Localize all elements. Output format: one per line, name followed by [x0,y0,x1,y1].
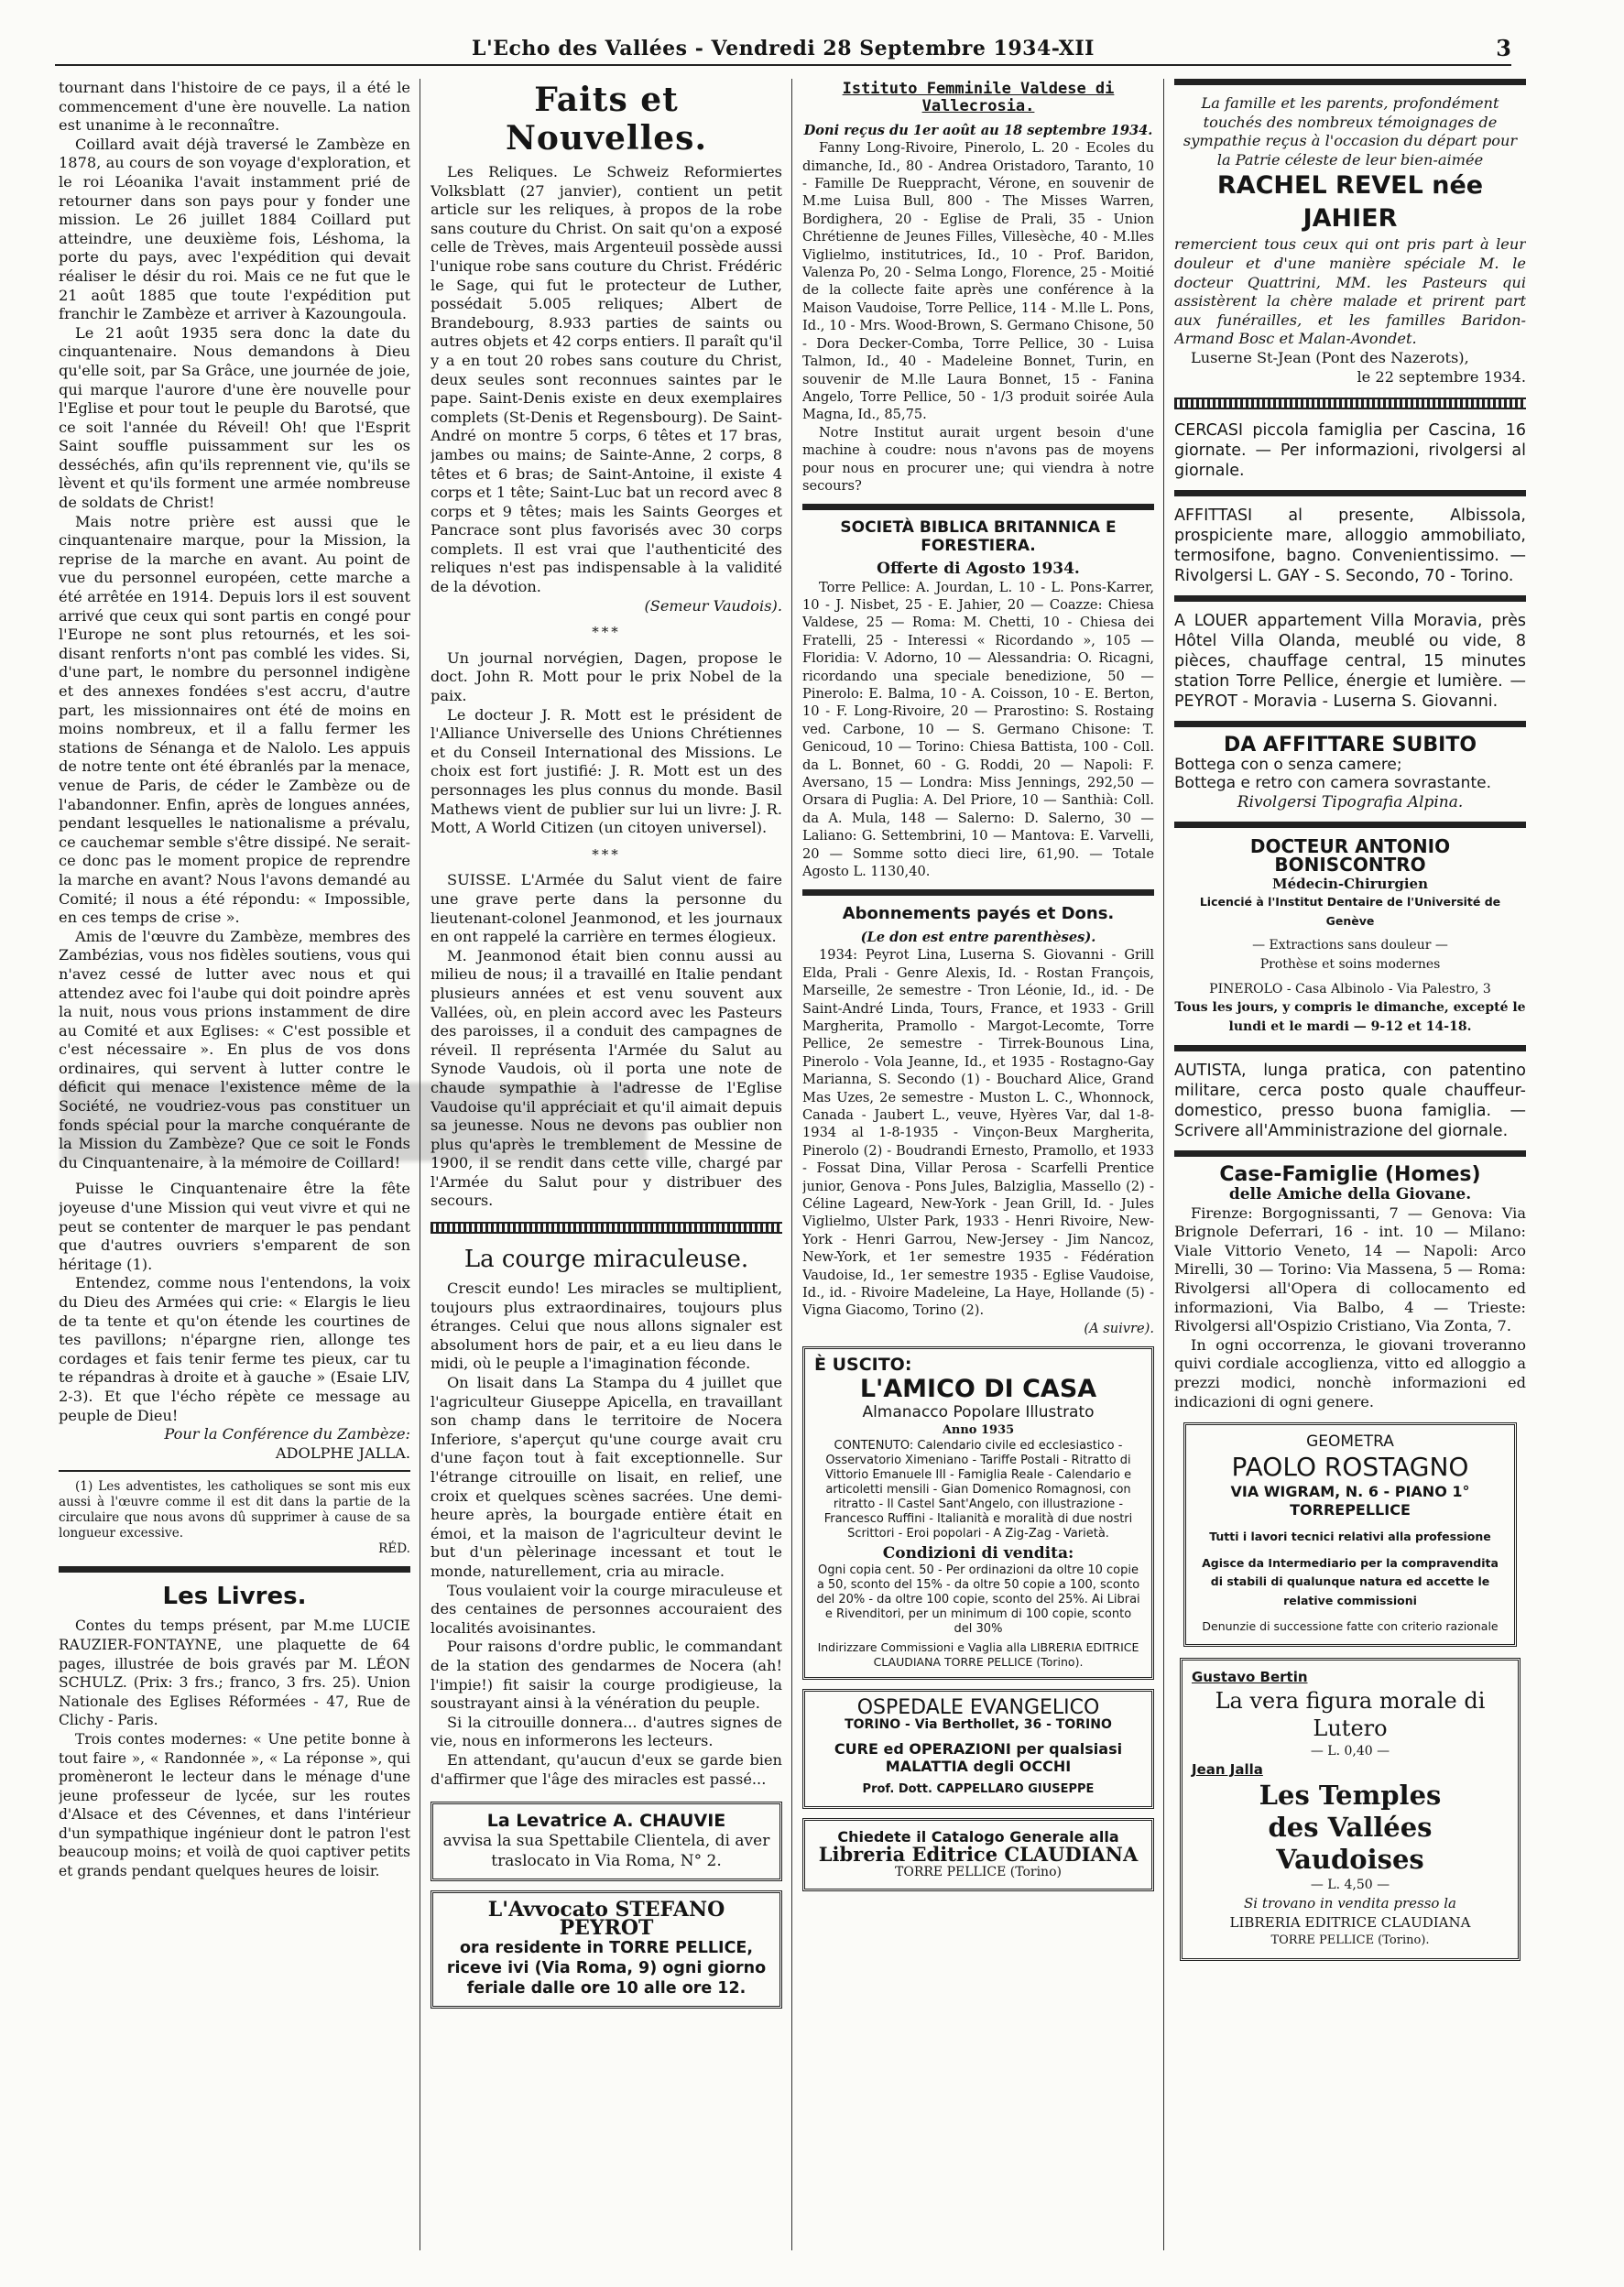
divider [59,1566,410,1573]
article-paragraph: Tous voulaient voir la courge miraculeuse et des centaines de personnes accouraient des localités avoisinantes. [431,1581,782,1637]
article-paragraph: Les Reliques. Le Schweiz Reformiertes Volksblatt (27 janvier), contient un petit article sur les reliques, à propos de la robe sans couture du Christ. On sait qu'on a exposé celle de Trèves, mais Argenteuil possède aussi l'unique robe sans couture du Christ. Frédéric le Sage, qui fut le protecteur de Luther, possédait 5.005 reliques; Albert de Brandebourg, 8.933 parties de saints ou autres objets et 42 corps entiers. Il paraît qu'il y a en tout 20 robes sans couture du Christ, deux seules sont reconnues saintes par le pape. Saint-Denis existe en deux exemplaires complets (St-Denis et Regensbourg). De Saint-André on montre 5 corps, 6 têtes et 17 bras, jambes ou mains; de Sainte-Anne, 2 corps, 8 têtes et 6 bras; de Saint-Antoine, il existe 4 corps et 1 tête; Saint-Luc bat un record avec 8 corps et 9 têtes; mais les Saints Georges et Pancrace sont plus favorisés avec 30 corps complets. Il est vrai que l'authenticité des reliques n'est pas indispensable à la validité de la dévotion. [431,163,782,596]
section-subtitle: Offerte di Agosto 1934. [877,560,1080,579]
ad-line: Tous les jours, y compris le dimanche, excepté le lundi et le mardi — 9-12 et 14-18. [1174,1000,1526,1034]
article-paragraph: SUISSE. L'Armée du Salut vient de faire une grave perte dans la personne du lieutenant-colonel Jeanmonod, et les journaux en ont rappelé la carrière en termes élogieux. [431,871,782,946]
divider [802,889,1154,896]
book-title: La vera figura morale di Lutero [1215,1687,1486,1741]
article-paragraph: Entendez, comme nous l'entendons, la voix du Dieu des Armées qui crie: « Elargis le lieu de ta tente et qu'on étende les courtines de tes pavillons; n'épargne rien, allonge tes cordages et fais tenir ferme tes pieux, car tu te répandras à droite et à gauche » (Esaie LIV, 2-3). Et que l'écho répète ce message au peuple de Dieu! [59,1274,410,1424]
ad-title: Libreria Editrice CLAUDIANA [818,1843,1139,1867]
article-paragraph: Amis de l'œuvre du Zambèze, membres des Zambézias, vous nos fidèles soutiens, vous qui n'avez cessé de lutter avec nous et qui attendez avec foi l'aube qui doit poindre après la nuit, nous vous prions instamment de dire au Comité et aux Eglises: « C'est possible et c'est nécessaire ». En plus de vos dons ordinaires, qui servent à lutter contre le déficit qui menace l'existence même de la Société, ne voudriez-vous pas constituer un fonds spécial pour la marche conquérante de la Mission du Zambèze? Que ce soit le Fonds du Cinquantenaire, à la mémoire de Coillard! [59,927,410,1171]
classified-autista: AUTISTA, lunga pratica, con patentino militare, cerca posto quale chauffeur-domestico, presso buona famiglia. — Scrivere all'Amministrazione del giornale. [1174,1062,1526,1141]
book-price: — L. 0,40 — [1310,1743,1390,1759]
signature-line: Pour la Conférence du Zambèze: [164,1425,410,1443]
ad-line: Chiedete il Catalogo Generale alla [837,1827,1119,1846]
ad-title: DOCTEUR ANTONIO BONISCONTRO [1249,834,1451,877]
divider [1174,595,1526,602]
ad-line: Bottega con o senza camere; [1174,755,1402,774]
classified-cercasi: CERCASI piccola famiglia per Cascina, 16 giornate. — Per informazioni, rivolgersi al giornale. [1174,421,1526,481]
ad-line: Tutti i lavori tecnici relativi alla professione [1209,1529,1491,1543]
divider [1174,1045,1526,1051]
article-paragraph: Un journal norvégien, Dagen, propose le doct. John R. Mott pour le prix Nobel de la paix. [431,648,782,705]
ad-line: TORRE PELLICE (Torino) [895,1864,1062,1879]
ad-town: TORREPELLICE [1290,1501,1411,1519]
notice-text: remercient tous ceux qui ont pris part à leur douleur et d'une manière spéciale M. le docteur Quattrini, MM. les Pasteurs qui assistèrent la chère malade et prirent part aux funérailles, et les familles Baridon-Armand Bosc et Malan-Avondet. [1174,235,1526,348]
notice-name: RACHEL REVEL née JAHIER [1216,171,1484,234]
signature-name: ADOLPHE JALLA. [275,1443,410,1462]
ad-year: Anno 1935 [942,1423,1015,1438]
page-header [55,37,1511,66]
separator-stars: *** [592,845,621,863]
book-author: Jean Jalla [1192,1761,1263,1779]
column-1 [59,79,410,2250]
book-title: Les Temples [1259,1779,1442,1811]
section-subtitle: delle Amiche della Giovane. [1228,1185,1472,1204]
ad-catalogo [802,1818,1154,1891]
section-title-livres: Les Livres. [162,1583,307,1611]
notice-place: Luserne St-Jean (Pont des Nazerots), [1191,348,1469,366]
ad-line: — Extractions sans douleur — [1252,938,1448,953]
article-paragraph: In ogni occorrenza, le giovani troveranno quivi cordiale accoglienza, vitto ed alloggio a prezzi modici, nonchè informazioni ed indicazioni di ogni genere. [1174,1335,1526,1410]
footnote-sign: RÉD. [378,1541,410,1557]
ad-title: DA AFFITTARE SUBITO [1223,734,1477,757]
ad-chauvie [431,1802,782,1881]
ad-line: Si trovano in vendita presso la [1244,1895,1456,1912]
article-paragraph: Notre Institut aurait urgent besoin d'une machine à coudre: nous n'avons pas de moyens pour nous en procurer une; qui viendra à notre secours? [802,424,1154,494]
classified-affittasi: AFFITTASI al presente, Albissola, prospiciente mare, alloggio ammobiliato, termosifone, bagno. Convenientissimo. — Rivolgersi L. GAY - S. Secondo, 70 - Torino. [1174,506,1526,586]
column-3 [802,79,1154,2250]
ad-amico-di-casa [802,1346,1154,1680]
column-2 [431,79,782,2250]
ad-text: avvisa la sua Spettabile Clientela, di aver traslocato in Via Roma, N° 2. [442,1831,770,1870]
notice-date: le 22 septembre 1934. [1357,367,1526,386]
article-paragraph: Puisse le Cinquantenaire être la fête joyeuse d'une Mission qui veut vivre et qui ne peut se contenter de marquer le pas pendant que d'autres ouvriers s'emparent de son héritage (1). [59,1180,410,1273]
article-paragraph: tournant dans l'histoire de ce pays, il a été le commencement d'une ère nouvelle. La nation est unanime à le reconnaître. [59,79,410,135]
book-review: Contes du temps présent, par M.me LUCIE RAUZIER-FONTAYNE, une plaquette de 64 pages, illustrée de bois gravés par M. LÉON SCHULZ. (Prix: 3 frs.; franco, 3 frs. 25). Union Nationale des Eglises Réformées - 47, Rue de Clichy - Paris. [59,1617,410,1729]
ad-line: Prothèse et soins modernes [1259,957,1441,973]
article-paragraph: On lisait dans La Stampa du 4 juillet que l'agriculteur Giuseppe Apicella, en travaillant son champ dans le territoire de Nocera Inferiore, s'aperçut qu'une courge avait cru d'une façon tout à fait exceptionnelle. Sur l'étrange citrouille on lisait, en relief, une croix et quelques scènes sacrées. Une demi-heure après, la bourgade entière était en émoi, et la maison de l'agriculteur devint le but d'un pèlerinage incessant et tout le monde, naturellement, cria au miracle. [431,1374,782,1580]
article-paragraph: En attendant, qu'aucun d'eux se garde bien d'affirmer que l'âge des miracles est passé... [431,1750,782,1788]
book-author: Gustavo Bertin [1192,1668,1308,1685]
ad-peyrot [431,1890,782,2009]
notice-intro: La famille et les parents, profondément touchés des nombreux témoignages de sympathie reçus à l'occasion du départ pour la Patrie céleste de leur bien-aimée [1183,94,1518,169]
ad-subtitle: Almanacco Popolare Illustrato [862,1402,1095,1421]
divider [1174,721,1526,727]
to-be-continued: (A suivre). [1084,1320,1154,1336]
ad-libreria [1180,1658,1520,1961]
ad-uscito: È USCITO: [814,1355,912,1376]
ad-title: OSPEDALE EVANGELICO [856,1695,1100,1719]
section-title-abonnements: Abonnements payés et Dons. [842,904,1115,924]
divider [1174,490,1526,496]
ad-line: Agisce da Intermediario per la compravendita di stabili di qualunque natura ed accette le relative commissioni [1202,1555,1499,1607]
ad-doctor: Prof. Dott. CAPPELLARO GIUSEPPE [862,1782,1095,1797]
ad-line: PINEROLO - Casa Albinolo - Via Palestro, 3 [1209,981,1491,996]
ad-title: L'AMICO DI CASA [859,1374,1097,1403]
ad-title: L'Avvocato STEFANO PEYROT [487,1897,725,1941]
divider [1174,1150,1526,1157]
ad-line: GEOMETRA [1306,1432,1394,1452]
article-paragraph: Pour raisons d'ordre public, le commandant de la station des gendarmes de Nocera (ah! l'impie!) fit saisir la courge prodigieuse, la soustrayant ainsi à la vénération du peuple. [431,1638,782,1713]
classified-alouer: A LOUER appartement Villa Moravia, près Hôtel Villa Olanda, meublé ou vide, 8 pièces, chauffage central, 15 minutes station Torre Pellice, énergie et lumière. — PEYROT - Moravia - Luserna S. Giovanni. [1174,612,1526,712]
section-subtitle: (Le don est entre parenthèses). [860,929,1096,945]
book-price: — L. 4,50 — [1310,1877,1390,1892]
ad-conditions-title: Condizioni di vendita: [882,1544,1074,1563]
ad-line: TORRE PELLICE (Torino). [1270,1933,1430,1948]
article-paragraph: Coillard avait déjà traversé le Zambèze en 1878, au cours de son voyage d'exploration, et le roi Léoanika l'avait instamment prié de retourner dans son pays pour y fonder une mission. Le 26 juillet 1884 Coillard put atteindre, une deuxième fois, Léshoma, la porte du pays, avec l'expédition qui devait réaliser le désir du roi. Mais ce ne fut que le 21 août 1885 que toute l'expédition put franchir le Zambèze et arriver à Kazoungoula. [59,135,410,323]
divider [1174,822,1526,828]
ad-address: TORINO - Via Berthollet, 36 - TORINO [845,1717,1112,1733]
section-title-societa: SOCIETÀ BIBLICA BRITANNICA E FORESTIERA. [840,518,1117,555]
ad-title: La Levatrice A. CHAUVIE [486,1811,726,1832]
ad-line: LIBRERIA EDITRICE CLAUDIANA [1229,1913,1471,1931]
ad-title: PAOLO ROSTAGNO [1231,1451,1469,1482]
article-paragraph: Crescit eundo! Les miracles se multiplient, toujours plus extraordinaires, toujours plus étranges. Celui que nous allons signaler est absolument hors de pair, et a eu lieu dans le midi, où le peuple a l'imagination féconde. [431,1280,782,1373]
ad-line: Denunzie di successione fatte con criterio razionale [1202,1619,1499,1634]
donation-list: Torre Pellice: A. Jourdan, L. 10 - L. Pons-Karrer, 10 - J. Nisbet, 25 - E. Jahier, 20 — Coazze: Chiesa Valdese, 25 — Roma: M. Chetti, 10 - Chiesa dei Fratelli, 25 - Interessi « Ricordando », 105 — Floridia: V. Adorno, 10 — Alessandria: O. Ricagni, ricordando una speciale benedizione, 50 — Pinerolo: E. Balma, 10 - A. Coisson, 10 - E. Berton, 10 - F. Long-Rivoire, 20 — Prarostino: S. Rostaing ved. Carbone, 10 — S. Germano Chisone: T. Genicoud, 10 — Torino: Chiesa Battista, 100 - Coll. da L. Bonnet, 60 - G. Roddi, 20 — Napoli: F. Aversano, 15 — Londra: Miss Jennings, 292,50 — Orsara di Puglia: A. Del Priore, 10 — Santhià: Coll. da A. Mula, 148 — Salerno: D. Salerno, 30 — Laliano: G. Settembrini, 10 — Mantova: E. Varvelli, 20 — Somme sotto dieci lire, 61,90. — Totale Agosto L. 1130,40. [802,579,1154,880]
section-subtitle: Doni reçus du 1er août au 18 septembre 1934. [803,122,1153,138]
masthead: L'Echo des Vallées - Vendredi 28 Septembre 1934-XII [472,37,1095,60]
column-4 [1174,79,1526,2250]
ad-line: Rivolgersi Tipografia Alpina. [1237,792,1464,811]
footnote: (1) Les adventistes, les catholiques se sont mis eux aussi à l'œuvre comme il est dit dans la partie de la circulaire que nous avons dû supprimer à cause de sa longueur excessive. [59,1479,410,1541]
article-paragraph: Mais notre prière est aussi que le cinquantenaire marque, pour la Mission, la reprise de la marche en avant. Au point de vue du personnel européen, cette marche a été arrêtée en 1914. Depuis lors il est souvent arrivé que ceux qui sont partis en congé pour l'Europe ne sont plus retournés, et les soi-disant renforts n'ont pas comblé les vides. Si, d'une part, le nombre du personnel indigène et des annexes fondées s'est accru, d'autre part, les missionnaires ont été de moins en moins nombreux, et il a fallu fermer les stations de Sénanga et de Nalolo. Les appuis de notre tente ont été ébranlés par la menace, venue de Paris, de céder le Zambèze ou de l'abandonner. Enfin, après de longues années, pendant lesquelles le nationalisme a prévalu, ce cauchemar semble s'être dissipé. Ne serait-ce donc pas le moment propice de reprendre la marche en avant? Nous l'avons demandé au Comité; il nous a été répondu: « Impossible, en ces temps de crise ». [59,512,410,927]
donation-list: Fanny Long-Rivoire, Pinerolo, L. 20 - Ecoles du dimanche, Id., 80 - Andrea Oristadoro, Taranto, 10 - Famille De Rueppracht, Vérone, en souvenir de M.me Luisa Bull, 800 - The Misses Warren, Bordighera, 20 - Eglise de Prali, 35 - Union Chrétienne de Jeunes Filles, Villesèche, 40 - M.lles Viglielmo, institutrices, Id., 10 - Prof. Baridon, Valenza Po, 20 - Selma Longo, Florence, 25 - Moitié de la collecte faite après une conférence à la Maison Vaudoise, Torre Pellice, 114 - M.lle L. Pons, Id., 10 - Mrs. Wood-Brown, S. Germano Chisone, 50 - Dora Decker-Comba, Torre Pellice, 30 - Luisa Talmon, Id., 40 - Madeleine Bonnet, Turin, en souvenir de M.lle Laura Bonnet, 15 - Fanina Angelo, Torre Pellice, 50 - 1/3 produit soirée Aula Magna, Id., 85,75. [802,140,1154,423]
article-paragraph: Le 21 août 1935 sera donc la date du cinquantenaire. Nous demandons à Dieu qu'elle soit, par Sa Grâce, une journée de joie, qui marque l'aurore d'une ère nouvelle pour l'Eglise et pour tout le peuple du Barotsé, que ce soit l'année du Réveil! Oh! que l'Esprit Saint souffle puissamment sur les os desséchés, afin qu'ils reprennent vie, qu'ils se lèvent et qu'ils forment une armée nombreuse de soldats de Christ! [59,323,410,512]
section-title-courge: La courge miraculeuse. [463,1246,749,1274]
ad-line: Bottega e retro con camera sovrastante. [1174,774,1491,793]
ornamental-divider [431,1222,782,1234]
subscription-list: 1934: Peyrot Lina, Luserna S. Giovanni - Grill Elda, Prali - Genre Alexis, Id. - Rostan François, Marseille, 2e semestre - Tron Léonie, Id., id. - De Saint-André Linda, Tours, France, et 1933 - Grill Margherita, Pramollo - Margot-Lecomte, Torre Pellice, 2e semestre - Tirrek-Bounous Lina, Pinerolo - Vola Jeanne, Id., et 1935 - Rostagno-Gay Marianna, S. Secondo (1) - Bouchard Alice, Grand Mas Uzes, 2e semestre - Muston L. C., Whonnock, Canada - Jaubert L., veuve, Hyères Var, dal 1-8-1934 al 1-8-1935 - Vinçon-Beux Margherita, Pinerolo (2) - Boudrandi Ernesto, Pramollo, et 1933 - Fossat Dina, Villar Perosa - Scarfelli Prentice junior, Genova - Pons Jules, Balziglia, Massello (2) - Céline Lageard, New-York - Jean Grill, Id. - Jules Viglielmo, Ulster Park, 1933 - Henri Rivoire, New-York - Henri Garrou, New-Jersey - Jim Nancoz, New-York, et 1er semestre 1935 - Fédération Vaudoise, Id., 1er semestre 1935 - Eglise Vaudoise, Id., id. - Rivoire Madeleine, La Haye, Hollande (5) - Vigna Giacomo, Torino (2). [802,947,1154,1319]
divider [1174,79,1526,85]
page-number: 3 [1496,35,1511,61]
ad-address: VIA WIGRAM, N. 6 - PIANO 1° [1230,1482,1470,1500]
book-title: des Vallées Vaudoises [1268,1811,1433,1875]
article-paragraph: Si la citrouille donnera... d'autres signes de vie, nous en informerons les lecteurs. [431,1713,782,1750]
divider [802,504,1154,510]
ad-line: Licencié à l'Institut Dentaire de l'Université de Genève [1199,895,1501,928]
ad-conditions: Ogni copia cent. 50 - Per ordinazioni da oltre 10 copie a 50, sconto del 15% - da oltre 50 copie a 100, sconto del 20% - da oltre 100 copie, sconto del 25%. Ai Librai e Rivenditori, per un minimum di 100 copie, sconto del 30% [816,1563,1140,1636]
divider [59,1470,410,1472]
ad-geometra [1183,1422,1517,1647]
section-title-faits: Faits et Nouvelles. [506,81,707,158]
ad-footer: Indirizzare Commissioni e Vaglia alla LIBRERIA EDITRICE CLAUDIANA TORRE PELLICE (Torino). [817,1639,1139,1669]
column-divider [1163,79,1164,2250]
ad-subtitle: Médecin-Chirurgien [1271,875,1429,892]
ad-contents: CONTENUTO: Calendario civile ed ecclesiastico - Osservatorio Ximeniano - Tariffe Postali - Ritratto di Vittorio Emanuele III - Famiglia Reale - Calendario e articoletti mensili - Gian Domenico Romagnosi, con ritratto - Il Castel Sant'Angelo, con illustrazione - Francesco Ruffini - Italianità e moralità di due nostri Scrittori - Eroi popolari - A Zig-Zag - Varietà. [823,1439,1133,1541]
ad-ospedale [802,1689,1154,1809]
article-paragraph: Le docteur J. R. Mott est le président de l'Alliance Universelle des Unions Chrétiennes et du Conseil International des Missions. Le choix est fort justifié: J. R. Mott est un des personnages les plus connus du monde. Basil Mathews vient de publier sur lui un livre: J. R. Mott, A World Citizen (un citoyen universel). [431,705,782,837]
column-divider [791,79,792,2250]
section-title-istituto: Istituto Femminile Valdese di Vallecrosia. [842,80,1115,116]
separator-stars: *** [592,624,621,641]
book-review: Trois contes modernes: « Une petite bonne à tout faire », « Randonnée », « La réponse », qui promèneront le lecteur dans le ménage d'une jeune professeur de lycée, sur les routes d'Alsace et des Cévennes, et dans l'intérieur d'un sympathique ingénieur dont le patron l'est beaucoup moins; et voilà de quoi captiver petits et grands pendant quelques heures de loisir. [59,1730,410,1880]
source-credit: (Semeur Vaudois). [644,596,782,615]
ornamental-divider [1174,398,1526,409]
article-paragraph: M. Jeanmonod était bien connu aussi au milieu de nous; il a travaillé en Italie pendant plusieurs années et est venu souvent aux Vallées, où, en plein accord avec les Pasteurs des paroisses, il a conduit des campagnes de réveil. Il représenta l'Armée du Salut au Synode Vaudois, où il porta une note de chaude sympathie à l'adresse de l'Eglise Vaudoise qu'il appréciait et qu'il aimait depuis sa jeunesse. Nous ne devons pas oublier non plus qu'après le tremblement de Messine de 1900, il se rendit dans cette ville, chargé par l'Armée du Salut pour y distribuer des secours. [431,946,782,1210]
address-list: Firenze: Borgognissanti, 7 — Genova: Via Brignole Deferrari, 16 - int. 10 — Milano: Viale Vittorio Veneto, 14 — Napoli: Arco Mirelli, 30 — Torino: Via Massena, 5 — Roma: Rivolgersi all'Opera di collocamento ed informazioni, Via Balbo, 4 — Trieste: Rivolgersi all'Ospizio Cristiano, Via Zonta, 7. [1174,1203,1526,1335]
section-title-case: Case-Famiglie (Homes) [1219,1163,1481,1187]
ad-text: CURE ed OPERAZIONI per qualsiasi MALATTIA degli OCCHI [834,1739,1123,1776]
ad-text: ora residente in TORRE PELLICE, riceve ivi (Via Roma, 9) ogni giorno feriale dalle ore 10 alle ore 12. [446,1938,767,1998]
